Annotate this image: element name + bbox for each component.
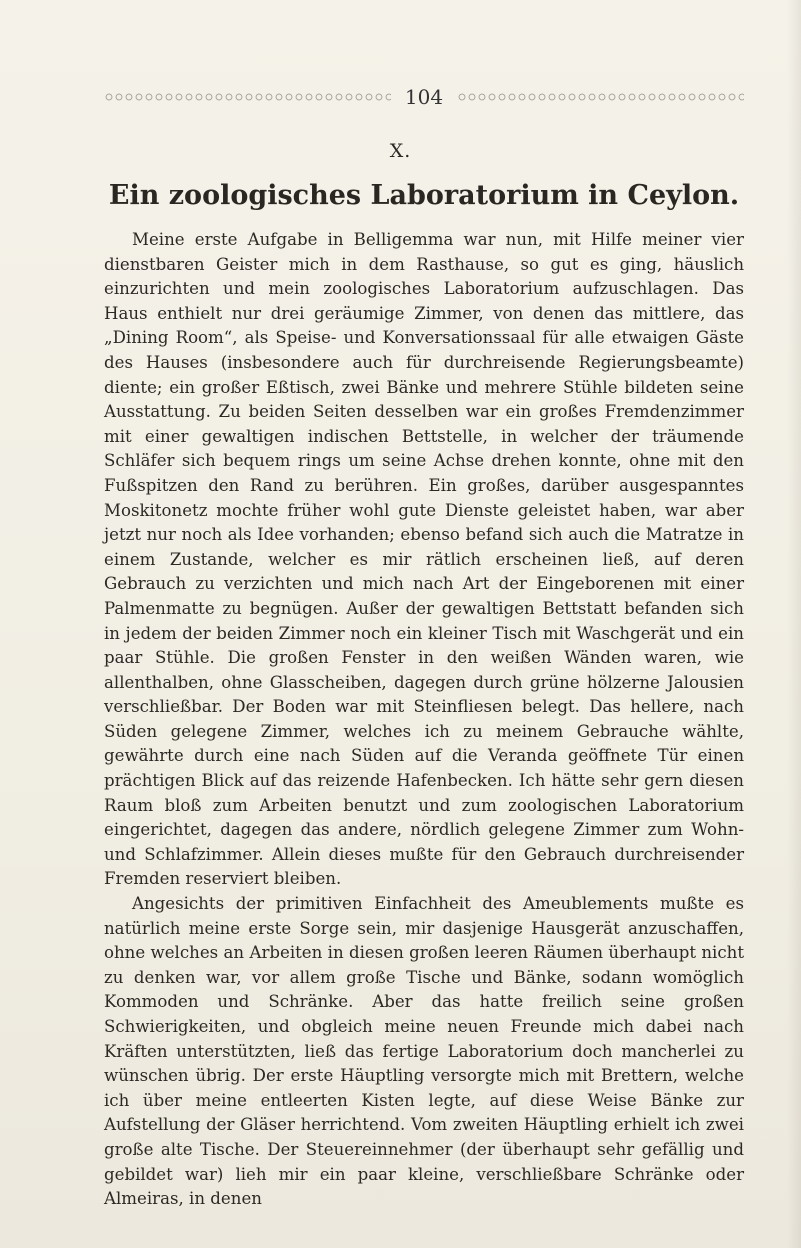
page-edge-shadow xyxy=(787,0,801,1248)
right-ornament-border xyxy=(457,92,744,102)
paragraph: Meine erste Aufgabe in Belligemma war nun, mit Hilfe meiner vier dienstbaren Geister mich in dem Rasthause, so gut es ging, häuslich einzurichten und mein zoologisches Laboratorium aufzuschlagen. Das Haus enthielt nur drei geräumige Zimmer, von denen das mittlere, das „Dining Room“, als Speise- und Konversationssaal für alle etwaigen Gäste des Hauses (insbesondere auch für durchreisende Regierungsbeamte) diente; ein großer Eßtisch, zwei Bänke und mehrere Stühle bildeten seine Ausstattung. Zu beiden Seiten desselben war ein großes Fremdenzimmer mit einer gewaltigen indischen Bettstelle, in welcher der träumende Schläfer sich bequem rings um seine Achse drehen konnte, ohne mit den Fußspitzen den Rand zu berühren. Ein großes, darüber ausgespanntes Moskitonetz mochte früher wohl gute Dienste geleistet haben, war aber jetzt nur noch als Idee vorhanden; ebenso befand sich auch die Matratze in einem Zustande, welcher es mir rätlich erscheinen ließ, auf deren Gebrauch zu verzichten und mich nach Art der Eingeborenen mit einer Palmenmatte zu begnügen. Außer der gewaltigen Bettstatt befanden sich in jedem der beiden Zimmer noch ein kleiner Tisch mit Waschgerät und ein paar Stühle. Die großen Fenster in den weißen Wänden waren, wie allenthalben, ohne Glasscheiben, dagegen durch grüne hölzerne Jalousien verschließbar. Der Boden war mit Steinfliesen belegt. Das hellere, nach Süden gelegene Zimmer, welches ich zu meinem Gebrauche wählte, gewährte durch eine nach Süden auf die Veranda geöffnete Tür einen prächtigen Blick auf das reizende Hafenbecken. Ich hätte sehr gern diesen Raum bloß zum Arbeiten benutzt und zum zoologischen Laboratorium eingerichtet, dagegen das andere, nördlich gelegene Zimmer zum Wohn- und Schlafzimmer. Allein dieses mußte für den Gebrauch durchreisender Fremden reserviert bleiben. xyxy=(104,230,744,889)
paragraph: Angesichts der primitiven Einfachheit des Ameublements mußte es natürlich meine erste Sorge sein, mir dasjenige Hausgerät anzuschaffen, ohne welches an Arbeiten in diesen großen leeren Räumen überhaupt nicht zu denken war, vor allem große Tische und Bänke, sodann womöglich Kommoden und Schränke. Aber das hatte freilich seine großen Schwierigkeiten, und obgleich meine neuen Freunde mich dabei nach Kräften unterstützten, ließ das fertige Laboratorium doch mancherlei zu wünschen übrig. Der erste Häuptling versorgte mich mit Brettern, welche ich über meine entleerten Kisten legte, auf diese Weise Bänke zur Aufstellung der Gläser herrichtend. Vom zweiten Häuptling erhielt ich zwei große alte Tische. Der Steuereinnehmer (der überhaupt sehr gefällig und gebildet war) lieh mir ein paar kleine, verschließbare Schränke oder Almeiras, in denen xyxy=(104,894,744,1209)
chapter-title: Ein zoologisches Laboratorium in Ceylon. xyxy=(108,180,740,211)
running-header xyxy=(104,86,744,108)
body-text xyxy=(104,228,744,1212)
chapter-number: X. xyxy=(389,140,412,162)
left-ornament-border xyxy=(104,92,391,102)
page-number: 104 xyxy=(404,85,444,109)
